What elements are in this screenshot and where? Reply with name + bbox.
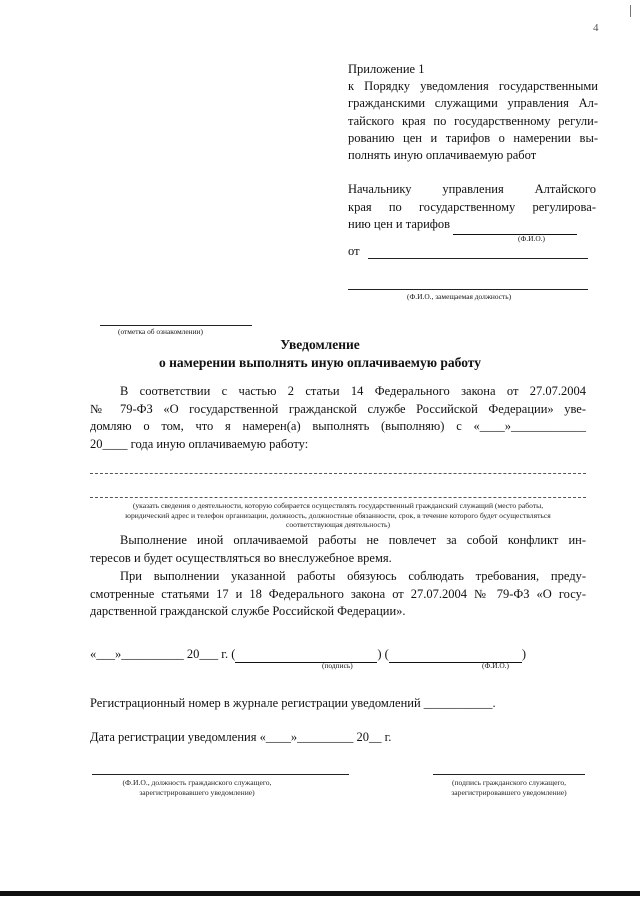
text-line: В соответствии с частью 2 статьи 14 Федерального закона от 27.07.2004 — [120, 384, 586, 398]
registration-number: Регистрационный номер в журнале регистрации уведомлений ___________. — [90, 696, 496, 710]
appendix-line: к Порядку уведомления государственными — [348, 79, 598, 94]
appendix-line: гражданскими служащими управления Ал- — [348, 96, 598, 111]
appendix-line: полнять иную оплачиваемую работ — [348, 148, 537, 163]
paragraph-2 — [90, 532, 586, 567]
work-caption-line: соответствующая деятельность) — [286, 520, 390, 530]
text-line: 20____ года иную оплачиваемую работу: — [90, 436, 309, 451]
work-caption — [90, 501, 586, 530]
work-description-line[interactable] — [90, 497, 586, 498]
from-name-field[interactable] — [368, 258, 588, 259]
registrar-signature-field[interactable] — [433, 774, 585, 775]
paragraph-3 — [90, 568, 586, 621]
work-caption-line: (указать сведения о деятельности, которую собирается осуществлять государственный гражданский служащий (место работы, — [132, 501, 544, 510]
sign-fio-caption: (Ф.И.О.) — [482, 661, 509, 670]
addressee-line-1: Начальнику управления Алтайского — [348, 182, 596, 196]
page-number: 4 — [593, 22, 599, 34]
registrar-name-field[interactable] — [92, 774, 349, 775]
document-subtitle: о намерении выполнять иную оплачиваемую работу — [158, 355, 481, 370]
scan-edge-mark — [630, 5, 631, 17]
addressee-fio-field[interactable] — [453, 216, 577, 235]
appendix-block — [348, 61, 598, 164]
text-line: тересов и будет осуществляться во внеслужебное время. — [90, 550, 392, 565]
position-caption: (Ф.И.О., замещаемая должность) — [407, 292, 512, 301]
position-field[interactable] — [348, 289, 588, 290]
signature-field[interactable] — [235, 647, 377, 663]
acknowledgment-caption: (отметка об ознакомлении) — [118, 327, 203, 336]
appendix-line: Приложение 1 — [348, 62, 425, 76]
text-line: При выполнении указанной работы обязуюсь соблюдать требования, преду- — [120, 569, 586, 583]
addressee-line-2: края по государственному регулирова- — [348, 199, 596, 214]
appendix-line: рованию цен и тарифов о намерении вы- — [348, 130, 598, 145]
addressee-fio-caption: (Ф.И.О.) — [518, 234, 545, 243]
caption-line: зарегистрировавшего уведомление) — [451, 787, 567, 797]
appendix-line: тайского края по государственному регули- — [348, 113, 598, 128]
acknowledgment-field[interactable] — [100, 325, 252, 326]
signature-end: ) — [521, 647, 527, 661]
signature-row — [90, 647, 526, 663]
registrar-signature-caption — [433, 778, 585, 797]
text-line: смотренные статьями 17 и 18 Федерального закона от 27.07.2004 № 79-ФЗ «О госу- — [90, 586, 586, 601]
sign-caption: (подпись) — [322, 661, 353, 670]
work-caption-line: юридический адрес и телефон организации, должность, должностные обязанности, срок, в течение которого будет осуществляться — [125, 510, 551, 520]
caption-line: зарегистрировавшего уведомление) — [139, 787, 255, 797]
from-label: от — [348, 244, 360, 258]
registrar-name-caption — [92, 778, 302, 797]
caption-line: (подпись гражданского служащего, — [451, 778, 567, 787]
signature-separator: ) ( — [377, 647, 389, 661]
addressee-line-3: нию цен и тарифов — [348, 217, 451, 232]
registration-date: Дата регистрации уведомления «____»_________ 20__ г. — [90, 730, 392, 744]
caption-line: (Ф.И.О., должность гражданского служащего, — [122, 778, 272, 787]
text-line: домляю о том, что я намерен(а) выполнять (выполняю) с «____»____________ — [90, 419, 586, 434]
work-description-line[interactable] — [90, 473, 586, 474]
document-title: Уведомление — [280, 337, 360, 352]
signature-date-text: «___»__________ 20___ г. ( — [90, 647, 236, 661]
text-line: Выполнение иной оплачиваемой работы не повлечет за собой конфликт ин- — [120, 533, 586, 547]
addressee-block — [348, 181, 596, 235]
text-line: дарственной гражданской службе Российской Федерации». — [90, 604, 406, 619]
scan-bottom-edge — [0, 891, 640, 896]
text-line: № 79-ФЗ «О государственной гражданской службе Российской Федерации» уве- — [90, 401, 586, 416]
paragraph-1 — [90, 383, 586, 453]
